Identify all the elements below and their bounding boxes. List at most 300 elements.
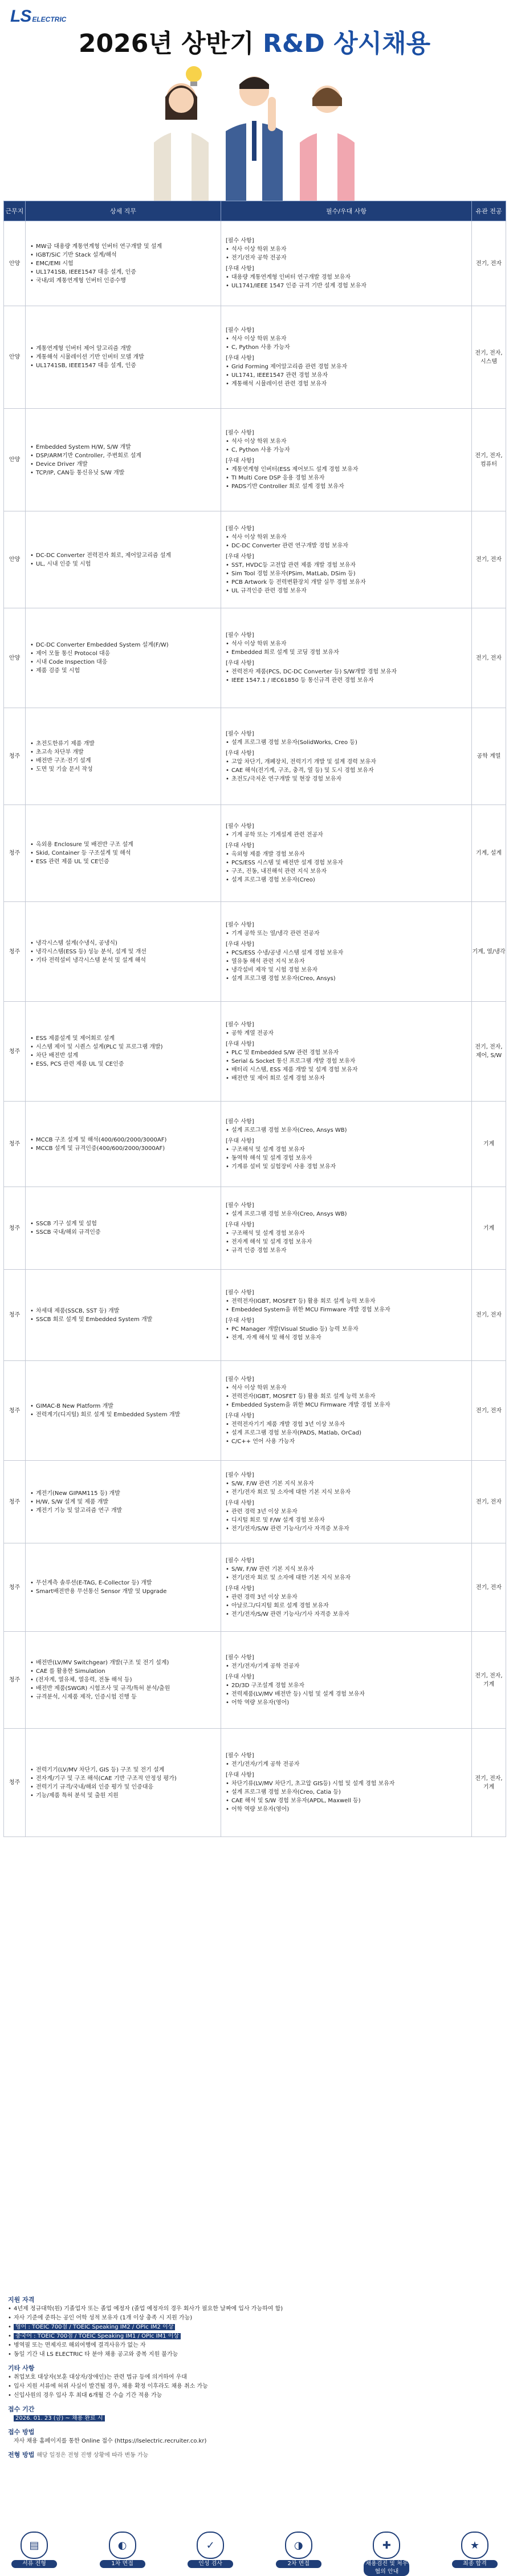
row-duty [26,1102,221,1187]
requirement-heading: [필수 사항] [226,327,254,334]
requirement-section [226,1653,467,1671]
process-step-label: 인성 검사 [188,2560,233,2568]
duty-item: • DSP/ARM기반 Controller, 주변회로 설계 [30,452,216,460]
requirement-section [226,1118,467,1135]
row-major: 전기, 전자, 제어, S/W [472,1002,506,1102]
row-duty [26,1270,221,1361]
requirement-item: • 규격 인증 경험 보유자 [226,1246,467,1255]
requirement-section [226,842,467,884]
person-woman-left [154,83,209,208]
row-location: 청주 [4,708,26,805]
etc-title: 기타 사항 [8,2364,35,2372]
row-location: 안양 [4,409,26,511]
requirement-item: • 옥외형 제품 개발 경험 보유자 [226,850,467,859]
requirement-item: • 전기/전자/기계 공학 전공자 [226,1760,467,1769]
requirement-section [226,525,467,550]
table-row [4,1729,506,1837]
row-requirements [221,221,472,306]
table-row [4,221,506,306]
requirement-heading: [우대 사항] [226,1413,254,1419]
row-requirements [221,608,472,708]
requirement-item: • Serial & Socket 통신 프로그램 개발 경험 보유자 [226,1057,467,1066]
duty-item: • 전력기기 규격/국내/해외 인증 평가 및 인증대응 [30,1783,216,1791]
requirement-item: • 동역학 해석 및 설계 경험 보유자 [226,1154,467,1163]
requirement-section [226,730,467,747]
requirement-item: • Sim Tool 경험 보유자(PSim, MatLab, DSim 등) [226,570,467,578]
duty-item: • SSCB 국내/해외 규격인증 [30,1228,216,1237]
badge-icon: ★ [461,2532,488,2559]
duty-item: • 계전기(New GIPAM115 등) 개발 [30,1489,216,1498]
requirement-item: • 배터리 시스템, ESS 제품 개발 및 설계 경험 보유자 [226,1066,467,1074]
requirement-section [226,1771,467,1814]
duty-item: • 전력기기(LV/MV 차단기, GIS 등) 구조 및 전기 설계 [30,1766,216,1774]
requirement-item: • PADS기반 Controller 회로 설계 경험 보유자 [226,482,467,491]
requirement-item: • IEEE 1547.1 / IEC61850 등 통신규격 관련 경험 보유자 [226,676,467,685]
row-requirements [221,306,472,409]
row-location: 안양 [4,221,26,306]
requirement-item: • C, Python 사용 가능자 [226,343,467,352]
person-man-center [226,76,283,208]
table-row [4,1543,506,1632]
duty-item: • 전자계/기구 및 구조 해석(CAE 기반 구조적 안정성 평가) [30,1774,216,1783]
requirement-item: • 차단기류(LV/MV 차단기, 초고압 GIS등) 시험 및 설계 경험 보유자 [226,1779,467,1788]
requirement-heading: [필수 사항] [226,1289,254,1296]
logo-mark: LS [10,7,31,26]
row-location: 청주 [4,1729,26,1837]
row-requirements [221,1632,472,1729]
requirement-item: • S/W, F/W 관련 기본 지식 보유자 [226,1565,467,1574]
duty-item: • 초고속 차단부 개발 [30,748,216,757]
row-major: 기계, 설계 [472,805,506,902]
qualification-item: • 병역필 또는 면제자로 해외여행에 결격사유가 없는 자 [8,2341,501,2350]
row-requirements [221,1543,472,1632]
row-location: 청주 [4,1461,26,1543]
requirement-section [226,1289,467,1314]
row-duty [26,902,221,1002]
duty-item: • 차단 배전반 설계 [30,1051,216,1060]
col-header-location: 근무지 [4,201,26,221]
row-location: 청주 [4,1361,26,1461]
requirement-item: • 구조, 진동, 내진해석 관련 지식 보유자 [226,867,467,876]
method-value[interactable]: 자사 채용 홈페이지를 통한 Online 접수 (https://lselectric.recruiter.co.kr) [14,2438,207,2444]
duty-item: • UL1741SB, IEEE1547 대응 설계, 인증 [30,268,216,277]
requirement-heading: [필수 사항] [226,238,254,244]
row-requirements [221,1002,472,1102]
row-duty [26,608,221,708]
requirement-item: • 전력전자(IGBT, MOSFET 등) 활용 회로 설계 능력 보유자 [226,1392,467,1401]
row-major: 전기, 전자, 기계 [472,1632,506,1729]
period-value: 2026. 01. 23 (금) ~ 채용 완료 시 [14,2415,105,2421]
document-icon: ▤ [21,2532,48,2559]
process-step [364,2532,409,2576]
duty-item: • 냉각시스템 설계(수냉식, 공냉식) [30,939,216,948]
requirement-item: • C/C++ 언어 사용 가능자 [226,1437,467,1446]
requirement-item: • TI Multi Core DSP 응용 경험 보유자 [226,474,467,482]
row-major: 전기, 전자 [472,1461,506,1543]
requirement-heading: [우대 사항] [226,1500,254,1506]
requirement-item: • 전기/전자 공학 전공자 [226,254,467,262]
etc-item: • 입사 지원 서류에 허위 사실이 발견될 경우, 채용 확정 이후라도 채용 취소 가능 [8,2382,501,2391]
duty-item: • 규격분석, 시제품 제작, 인증시험 진행 등 [30,1693,216,1701]
row-requirements [221,1187,472,1270]
requirement-heading: [필수 사항] [226,1557,254,1564]
language-english: 영어 : TOEIC 700점 / TOEIC Speaking IM2 / OPIc IM2 이상 [14,2324,175,2330]
table-header-row [4,201,506,221]
period-line [8,2414,501,2423]
requirement-section [226,659,467,685]
duty-item: • H/W, S/W 설계 및 제품 개발 [30,1498,216,1506]
table-row [4,1361,506,1461]
row-duty [26,1461,221,1543]
row-major: 공학 계열 [472,708,506,805]
duty-item: • ESS 제품설계 및 제어회로 설계 [30,1034,216,1043]
requirement-item: • 계통연계형 인버터(ESS 제어보드 설계 경험 보유자 [226,465,467,474]
row-duty [26,409,221,511]
interview-icon: ◐ [109,2532,136,2559]
row-requirements [221,1361,472,1461]
row-location: 안양 [4,306,26,409]
requirement-item: • Grid Forming 제어알고리즘 관련 경험 보유자 [226,363,467,371]
requirement-section [226,1752,467,1769]
requirement-heading: [우대 사항] [226,355,254,361]
row-major: 기계 [472,1187,506,1270]
requirement-item: • UL1741, IEEE1547 관련 경험 보유자 [226,371,467,380]
duty-item: • 제품 검증 및 시험 [30,667,216,675]
duty-item: • 기능/제품 특허 분석 및 출원 지원 [30,1791,216,1800]
requirement-section [226,237,467,262]
row-location: 청주 [4,1543,26,1632]
requirement-heading: [필수 사항] [226,632,254,639]
duty-item: • 시스템 제어 및 시퀀스 설계(PLC 및 프로그램 개발) [30,1043,216,1051]
duty-item: • 차세대 제품(SSCB, SST 등) 개발 [30,1307,216,1315]
duty-item: • 옥외용 Enclosure 및 배전반 구조 설계 [30,840,216,849]
requirement-heading: [우대 사항] [226,1137,254,1144]
process-step-label: 2차 면접 [276,2560,321,2568]
row-duty [26,1632,221,1729]
requirement-item: • 구조해석 및 설계 경험 보유자 [226,1229,467,1238]
meeting-icon: ◑ [285,2532,312,2559]
requirement-item: • 설계 프로그램 경험 보유자(PADS, Matlab, OrCad) [226,1429,467,1437]
requirement-item: • 전계, 자계 해석 및 해석 경험 보유자 [226,1334,467,1342]
requirement-item: • 석사 이상 학위 보유자 [226,640,467,648]
requirement-heading: [우대 사항] [226,553,254,560]
row-duty [26,1729,221,1837]
logo-text: ELECTRIC [32,15,67,23]
requirement-heading: [우대 사항] [226,266,254,272]
duty-item: • (전자계, 열유체, 열응력, 전동 해석 등) [30,1676,216,1684]
requirement-section [226,265,467,290]
requirement-section [226,1317,467,1342]
process-step-label: 1차 면접 [100,2560,145,2568]
requirement-heading: [우대 사항] [226,1222,254,1228]
requirement-heading: [필수 사항] [226,1472,254,1478]
row-major: 전기, 전자, 기계 [472,1729,506,1837]
duty-item: • 계통해석 시뮬레이션 기반 인버터 모델 개발 [30,353,216,361]
requirement-section [226,1040,467,1083]
requirement-item: • DC-DC Converter 관련 연구개발 경험 보유자 [226,542,467,550]
row-major: 전기, 전자, 시스템 [472,306,506,409]
language-line [8,2323,501,2332]
row-duty [26,1361,221,1461]
qualification-item: • 자사 기준에 준하는 공인 어학 성적 보유자 (1개 이상 충족 시 지원 가능) [8,2314,501,2323]
requirement-item: • 대용량 계통연계형 인버터 연구개발 경험 보유자 [226,273,467,282]
row-location: 안양 [4,511,26,608]
row-duty [26,805,221,902]
requirement-item: • PC Manager 개발(Visual Studio 등) 능력 보유자 [226,1325,467,1334]
duty-item: • MCCB 구조 설계 및 해석(400/600/2000/3000AF) [30,1136,216,1144]
row-requirements [221,1729,472,1837]
requirement-item: • C, Python 사용 가능자 [226,446,467,454]
requirement-item: • 열유동 해석 관련 지식 보유자 [226,957,467,966]
requirement-heading: [필수 사항] [226,430,254,436]
duty-item: • ESS, PCS 관련 제품 UL 및 CE인증 [30,1060,216,1068]
row-major: 전기, 전자 [472,1270,506,1361]
requirement-section [226,1412,467,1446]
requirement-item: • PCS/ESS 시스템 및 배전반 설계 경험 보유자 [226,859,467,867]
duty-item: • SSCB 회로 설계 및 Embedded System 개발 [30,1315,216,1324]
process-title: 전형 방법 [8,2451,35,2459]
requirement-item: • PLC 및 Embedded S/W 관련 경험 보유자 [226,1049,467,1057]
row-location: 청주 [4,1102,26,1187]
duty-item: • 국내/외 계통연계형 인버터 인증수행 [30,277,216,285]
person-woman-right [300,86,355,208]
health-icon: ✚ [373,2532,400,2559]
requirement-item: • CAE 해석(전기계, 구조, 충격, 열 등) 및 도시 경험 보유자 [226,766,467,775]
duty-item: • TCP/IP, CAN등 통신유닛 S/W 개발 [30,469,216,477]
requirement-section [226,1137,467,1171]
requirement-section [226,749,467,783]
requirement-section [226,326,467,352]
table-row [4,805,506,902]
table-row [4,1187,506,1270]
requirement-item: • 석사 이상 학위 보유자 [226,335,467,343]
requirement-section [226,1499,467,1533]
requirement-item: • PCB Artwork 등 전력변환장치 개발 실무 경험 보유자 [226,578,467,587]
requirement-section [226,1471,467,1497]
requirement-item: • 관련 경력 3년 이상 보유자 [226,1508,467,1516]
row-duty [26,708,221,805]
duty-item: • 계통연계형 인버터 제어 알고리즘 개발 [30,344,216,353]
requirement-heading: [필수 사항] [226,1118,254,1125]
row-location: 청주 [4,805,26,902]
requirement-heading: [필수 사항] [226,730,254,737]
requirement-item: • 전력전자(IGBT, MOSFET 등) 활용 회로 설계 능력 보유자 [226,1297,467,1306]
process-note: 해당 일정은 전형 진행 상황에 따라 변동 가능 [36,2452,149,2459]
duty-item: • 배전반 구조·전기 설계 [30,757,216,765]
period-title: 접수 기간 [8,2406,35,2413]
requirement-item: • 디지털 회로 및 F/W 설계 경험 보유자 [226,1516,467,1525]
method-title: 접수 방법 [8,2428,35,2436]
duty-item: • IGBT/SiC 기반 Stack 설계/해석 [30,251,216,259]
qualification-item: • 동일 기간 내 LS ELECTRIC 타 분야 채용 공고와 중복 지원 불가능 [8,2350,501,2359]
requirement-item: • 냉각설비 제작 및 시험 경험 보유자 [226,966,467,974]
table-row [4,1002,506,1102]
title-accent: R&D 상시채용 [263,29,431,58]
requirement-heading: [우대 사항] [226,1673,254,1680]
duty-item: • Skid, Container 등 구조설계 및 해석 [30,849,216,858]
requirement-item: • 기계 공학 또는 열/냉각 관련 전공자 [226,929,467,938]
table-row [4,1632,506,1729]
duty-item: • 냉각시스템(ESS 등) 성능 분석, 설계 및 개선 [30,948,216,956]
row-major: 전기, 전자 [472,221,506,306]
process-step [276,2532,321,2576]
requirement-heading: [우대 사항] [226,941,254,948]
table-row [4,306,506,409]
row-major: 전기, 전자 [472,1543,506,1632]
row-requirements [221,708,472,805]
requirement-item: • 기계 공학 또는 기계설계 관련 전공자 [226,831,467,839]
duty-item: • 계전기 기능 및 알고리즘 연구 개발 [30,1506,216,1515]
requirement-item: • 초전도/극저온 연구개발 및 현장 경험 보유자 [226,775,467,783]
duty-item: • 전력계기(디지털) 회로 설계 및 Embedded System 개발 [30,1411,216,1419]
requirement-heading: [우대 사항] [226,750,254,757]
row-requirements [221,1270,472,1361]
requirement-section [226,921,467,938]
requirement-item: • 고압 차단기, 개폐장치, 전력기기 개발 및 설계 경력 보유자 [226,758,467,766]
requirement-item: • 전기/전자 회로 및 소자에 대한 기본 지식 보유자 [226,1574,467,1582]
requirement-heading: [필수 사항] [226,525,254,532]
requirement-heading: [필수 사항] [226,921,254,928]
etc-item: • 취업보호 대상자(보훈 대상자/장애인)는 관련 법규 등에 의거하여 우대 [8,2373,501,2382]
row-requirements [221,902,472,1002]
requirement-item: • 설계 프로그램 경험 보유자(Creo, Catia 등) [226,1788,467,1797]
process-step [452,2532,498,2576]
requirement-section [226,822,467,839]
requirement-item: • UL 규격인증 관련 경험 보유자 [226,587,467,595]
requirement-item: • 공학 계열 전공자 [226,1029,467,1038]
requirement-item: • PCS/ESS 수냉/공냉 시스템 설계 경험 보유자 [226,949,467,957]
requirement-item: • 2D/3D 구조설계 경험 보유자 [226,1681,467,1690]
lightbulb-icon [186,66,202,86]
requirement-item: • 전기/전자 회로 및 소자에 대한 기본 지식 보유자 [226,1488,467,1497]
requirement-section [226,552,467,595]
table-row [4,902,506,1002]
requirement-heading: [우대 사항] [226,843,254,849]
duty-item: • ESS 관련 제품 UL 및 CE인증 [30,858,216,866]
table-row [4,1461,506,1543]
row-location: 청주 [4,902,26,1002]
row-major: 전기, 전자 [472,608,506,708]
requirement-heading: [필수 사항] [226,1654,254,1661]
duty-item: • 기타 전력설비 냉각시스템 분석 및 설계 해석 [30,956,216,965]
row-duty [26,221,221,306]
requirement-section [226,1221,467,1255]
requirement-item: • 전력전자 제품(PCS, DC-DC Converter 등) S/W개발 경험 보유자 [226,668,467,676]
requirement-item: • 기계류 설비 및 실험장비 사용 경험 보유자 [226,1163,467,1171]
requirement-item: • 어학 역량 보유자(영어) [226,1805,467,1814]
process-step [11,2532,57,2576]
page-title [0,23,509,59]
duty-item: • CAE 를 활용한 Simulation [30,1667,216,1676]
requirement-heading: [우대 사항] [226,1585,254,1592]
requirement-item: • 설계 프로그램 경험 보유자(Creo, Ansys WB) [226,1210,467,1218]
row-duty [26,511,221,608]
duty-item: • DC-DC Converter Embedded System 설계(F/W) [30,641,216,649]
row-duty [26,1187,221,1270]
requirement-item: • 구조해석 및 설계 경험 보유자 [226,1145,467,1154]
row-requirements [221,1102,472,1187]
row-duty [26,306,221,409]
requirement-item: • Embedded System을 위한 MCU Firmware 개발 경험 보유자 [226,1401,467,1409]
qualification-list [8,2305,501,2359]
requirement-item: • 설계 프로그램 경험 보유자(Creo) [226,876,467,884]
requirement-item: • Embedded 회로 설계 및 코딩 경험 보유자 [226,648,467,657]
requirement-heading: [필수 사항] [226,1753,254,1759]
row-duty [26,1002,221,1102]
requirement-section [226,354,467,388]
footer-info [8,2291,501,2460]
duty-item: • 무선계측 솔루션(E-TAG, E-Collector 등) 개발 [30,1579,216,1587]
requirement-section [226,1021,467,1038]
requirement-section [226,1673,467,1707]
row-major: 기계, 열/냉각 [472,902,506,1002]
duty-item: • 초전도한류기 제품 개발 [30,740,216,748]
duty-item: • EMC/EMI 시험 [30,259,216,268]
requirement-item: • 전기/전자/S/W 관련 기능사/기사 자격증 보유자 [226,1525,467,1533]
hero-illustration [0,57,509,208]
table-row [4,511,506,608]
requirement-heading: [우대 사항] [226,1772,254,1778]
requirement-heading: [필수 사항] [226,1021,254,1028]
requirement-item: • 전기/전자/기계 공학 전공자 [226,1662,467,1671]
duty-item: • Embedded System H/W, S/W 개발 [30,443,216,452]
requirement-section [226,940,467,983]
duty-item: • DC-DC Converter 전력전자 회로, 제어알고리즘 설계 [30,551,216,560]
duty-item: • 시내 Code Inspection 대응 [30,658,216,667]
process-step-label: 최종 합격 [452,2560,498,2568]
requirement-item: • 전기/전자/S/W 관련 기능사/기사 자격증 보유자 [226,1610,467,1619]
requirement-item: • 전자계 해석 및 설계 경험 보유자 [226,1238,467,1246]
etc-list [8,2373,501,2400]
table-body [4,221,506,1837]
requirement-item: • CAE 해석 및 S/W 경험 보유자(APDL, Maxwell 등) [226,1797,467,1805]
requirement-item: • SST, HVDC등 고전압 관련 제품 개발 경험 보유자 [226,561,467,570]
col-header-duty: 상세 직무 [26,201,221,221]
language-chinese: 중국어 : TOEIC 700점 / TOEIC Speaking IM1 / OPIc IM1 이상 [14,2333,181,2339]
requirement-heading: [우대 사항] [226,1317,254,1324]
table-row [4,1102,506,1187]
title-main: 2026년 상반기 [78,29,263,58]
language-line [8,2332,501,2341]
requirement-item: • 관련 경력 3년 이상 보유자 [226,1593,467,1602]
requirement-item: • Embedded System을 위한 MCU Firmware 개발 경험 보유자 [226,1306,467,1314]
job-table [3,201,506,1837]
requirement-heading: [필수 사항] [226,823,254,830]
process-steps [11,2532,498,2576]
duty-item: • MW급 대용량 계통연계형 인버터 연구개발 및 설계 [30,242,216,251]
duty-item: • 배전반 제품(SWGR) 시험조사 및 규격/특허 분석/출원 [30,1684,216,1693]
etc-item: • 신입사원의 경우 입사 후 최대 6개월 간 수습 기간 적용 가능 [8,2391,501,2400]
row-major: 기계 [472,1102,506,1187]
row-location: 청주 [4,1187,26,1270]
requirement-heading: [우대 사항] [226,660,254,667]
requirement-heading: [우대 사항] [226,458,254,464]
requirement-item: • 아날로그/디지털 회로 설계 경험 보유자 [226,1602,467,1610]
table-row [4,608,506,708]
duty-item: • SSCB 기구 설계 및 설험 [30,1220,216,1228]
requirement-item: • S/W, F/W 관련 기본 지식 보유자 [226,1480,467,1488]
row-requirements [221,1461,472,1543]
process-step-label: 서류 전형 [11,2560,57,2568]
hero-header [0,0,509,208]
requirement-item: • 계통해석 시뮬레이션 관련 경험 보유자 [226,380,467,388]
requirement-item: • 설계 프로그램 경험 보유자(Creo, Ansys) [226,974,467,983]
requirement-section [226,1584,467,1619]
duty-item: • GIMAC-B New Platform 개발 [30,1402,216,1411]
requirement-item: • 석사 이상 학위 보유자 [226,437,467,446]
requirement-section [226,457,467,491]
duty-item: • Device Driver 개발 [30,460,216,469]
